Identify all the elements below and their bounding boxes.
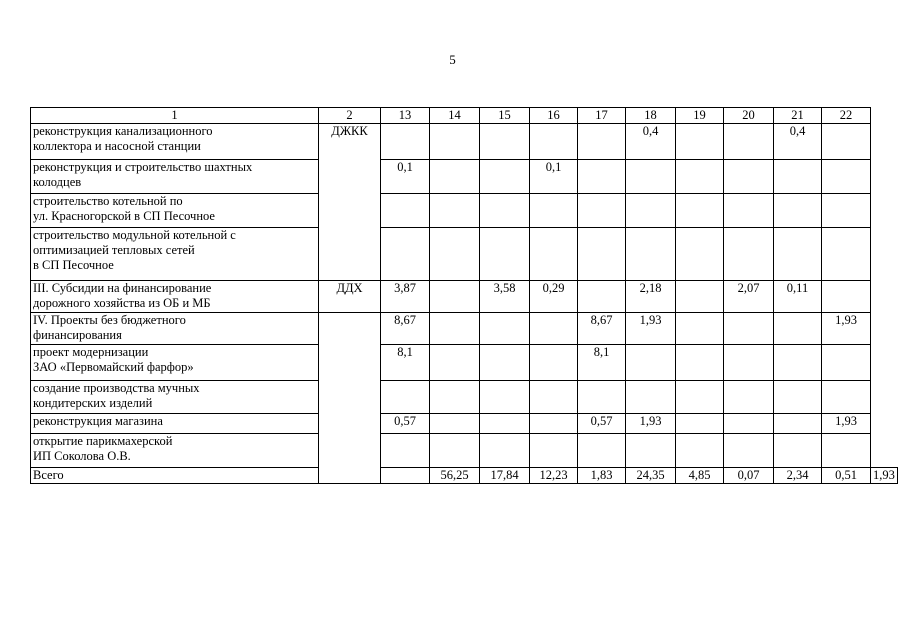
- value-cell: [578, 434, 626, 468]
- value-cell: 0,1: [381, 160, 430, 194]
- column-header: 17: [578, 108, 626, 124]
- value-cell: [774, 414, 822, 434]
- row-name-line: реконструкция канализационного: [33, 124, 213, 138]
- value-cell: 17,84: [480, 468, 530, 484]
- value-cell: [381, 194, 430, 228]
- row-name-line: ЗАО «Первомайский фарфор»: [33, 360, 194, 374]
- value-cell: [480, 345, 530, 381]
- value-cell: [676, 414, 724, 434]
- value-cell: [676, 345, 724, 381]
- value-cell: [430, 414, 480, 434]
- value-cell: [822, 228, 871, 281]
- column-header: 14: [430, 108, 480, 124]
- column-header: 15: [480, 108, 530, 124]
- row-name-line: ИП Соколова О.В.: [33, 449, 131, 463]
- value-cell: 1,93: [822, 313, 871, 345]
- value-cell: [530, 124, 578, 160]
- value-cell: [676, 281, 724, 313]
- value-cell: [381, 381, 430, 414]
- row-name: [31, 434, 319, 468]
- value-cell: [774, 345, 822, 381]
- value-cell: 0,1: [530, 160, 578, 194]
- row-name-line: реконструкция и строительство шахтных: [33, 160, 253, 174]
- row-name-line: строительство котельной по: [33, 194, 183, 208]
- value-cell: 2,34: [774, 468, 822, 484]
- value-cell: 2,18: [626, 281, 676, 313]
- value-cell: 8,67: [381, 313, 430, 345]
- row-name: [31, 381, 319, 414]
- value-cell: [724, 160, 774, 194]
- row-name-line: кондитерских изделий: [33, 396, 153, 410]
- value-cell: [480, 124, 530, 160]
- value-cell: [676, 381, 724, 414]
- value-cell: 1,93: [626, 414, 676, 434]
- value-cell: [381, 228, 430, 281]
- value-cell: [480, 434, 530, 468]
- row-name-line: в СП Песочное: [33, 258, 114, 272]
- value-cell: [626, 194, 676, 228]
- value-cell: [676, 434, 724, 468]
- value-cell: [774, 194, 822, 228]
- value-cell: [430, 345, 480, 381]
- value-cell: [676, 228, 724, 281]
- column-header: 16: [530, 108, 578, 124]
- value-cell: [530, 228, 578, 281]
- value-cell: [774, 313, 822, 345]
- value-cell: 12,23: [530, 468, 578, 484]
- value-cell: [578, 160, 626, 194]
- value-cell: [724, 228, 774, 281]
- value-cell: 24,35: [626, 468, 676, 484]
- column-header: 21: [774, 108, 822, 124]
- row-name-line: дорожного хозяйства из ОБ и МБ: [33, 296, 211, 310]
- value-cell: 0,51: [822, 468, 871, 484]
- row-name-line: IV. Проекты без бюджетного: [33, 313, 186, 327]
- value-cell: [822, 381, 871, 414]
- row-name-line: реконструкция магазина: [33, 414, 163, 428]
- value-cell: [578, 124, 626, 160]
- department-code: ДДХ: [319, 281, 381, 313]
- value-cell: [530, 434, 578, 468]
- data-table: [30, 107, 898, 484]
- row-name-line: создание производства мучных: [33, 381, 200, 395]
- value-cell: [480, 194, 530, 228]
- row-name-line: коллектора и насосной станции: [33, 139, 201, 153]
- value-cell: [724, 124, 774, 160]
- row-name: [31, 194, 319, 228]
- row-name-line: Всего: [33, 468, 64, 482]
- row-name-line: колодцев: [33, 175, 82, 189]
- value-cell: [774, 381, 822, 414]
- value-cell: 8,67: [578, 313, 626, 345]
- value-cell: [480, 313, 530, 345]
- value-cell: [626, 345, 676, 381]
- column-header: 18: [626, 108, 676, 124]
- table-row: [31, 434, 898, 468]
- row-name-line: проект модернизации: [33, 345, 149, 359]
- value-cell: [822, 194, 871, 228]
- value-cell: [430, 124, 480, 160]
- row-name: [31, 414, 319, 434]
- table-row: [31, 160, 898, 194]
- table-row: [31, 124, 898, 160]
- value-cell: [530, 345, 578, 381]
- value-cell: [480, 160, 530, 194]
- value-cell: 0,4: [626, 124, 676, 160]
- value-cell: [530, 194, 578, 228]
- value-cell: [530, 414, 578, 434]
- value-cell: [430, 160, 480, 194]
- value-cell: 8,1: [381, 345, 430, 381]
- value-cell: [822, 281, 871, 313]
- value-cell: 1,93: [822, 414, 871, 434]
- value-cell: 0,57: [578, 414, 626, 434]
- value-cell: [430, 434, 480, 468]
- value-cell: 0,29: [530, 281, 578, 313]
- value-cell: [430, 228, 480, 281]
- value-cell: [480, 381, 530, 414]
- department-code: ДЖКК: [319, 124, 381, 281]
- value-cell: 1,93: [626, 313, 676, 345]
- value-cell: [676, 160, 724, 194]
- page-number: 5: [449, 52, 456, 67]
- value-cell: [530, 313, 578, 345]
- header-row: [31, 108, 898, 124]
- value-cell: 1,83: [578, 468, 626, 484]
- column-header: 2: [319, 108, 381, 124]
- row-name: [31, 160, 319, 194]
- column-header: 1: [31, 108, 319, 124]
- value-cell: [578, 228, 626, 281]
- row-name-line: финансирования: [33, 328, 122, 342]
- value-cell: [578, 381, 626, 414]
- table-row: [31, 194, 898, 228]
- table-row: [31, 468, 898, 484]
- value-cell: [626, 160, 676, 194]
- row-name: [31, 313, 319, 345]
- value-cell: 8,1: [578, 345, 626, 381]
- table-row: [31, 414, 898, 434]
- value-cell: [774, 160, 822, 194]
- value-cell: 56,25: [430, 468, 480, 484]
- value-cell: [430, 381, 480, 414]
- value-cell: [822, 160, 871, 194]
- value-cell: 1,93: [871, 468, 898, 484]
- value-cell: 3,87: [381, 281, 430, 313]
- row-name: [31, 345, 319, 381]
- row-name: [31, 468, 319, 484]
- row-name-line: ул. Красногорской в СП Песочное: [33, 209, 215, 223]
- value-cell: [676, 194, 724, 228]
- value-cell: [430, 313, 480, 345]
- value-cell: [381, 124, 430, 160]
- row-name-line: строительство модульной котельной с: [33, 228, 236, 242]
- value-cell: [381, 434, 430, 468]
- value-cell: 2,07: [724, 281, 774, 313]
- value-cell: 0,11: [774, 281, 822, 313]
- value-cell: 4,85: [676, 468, 724, 484]
- value-cell: [724, 414, 774, 434]
- value-cell: [430, 194, 480, 228]
- row-name-line: оптимизацией тепловых сетей: [33, 243, 195, 257]
- value-cell: [724, 434, 774, 468]
- row-name: [31, 228, 319, 281]
- value-cell: [626, 434, 676, 468]
- column-header: 22: [822, 108, 871, 124]
- value-cell: [724, 313, 774, 345]
- table-row: [31, 281, 898, 313]
- department-code: [381, 468, 430, 484]
- value-cell: [822, 345, 871, 381]
- table-row: [31, 313, 898, 345]
- department-code: [319, 313, 381, 484]
- value-cell: [480, 228, 530, 281]
- value-cell: [578, 281, 626, 313]
- row-name: [31, 281, 319, 313]
- value-cell: 0,07: [724, 468, 774, 484]
- table-row: [31, 228, 898, 281]
- table-row: [31, 345, 898, 381]
- value-cell: [676, 313, 724, 345]
- row-name: [31, 124, 319, 160]
- value-cell: [774, 434, 822, 468]
- value-cell: 0,4: [774, 124, 822, 160]
- column-header: 19: [676, 108, 724, 124]
- value-cell: [724, 194, 774, 228]
- column-header: 20: [724, 108, 774, 124]
- value-cell: [578, 194, 626, 228]
- table-row: [31, 381, 898, 414]
- value-cell: [430, 281, 480, 313]
- row-name-line: III. Субсидии на финансирование: [33, 281, 212, 295]
- value-cell: [530, 381, 578, 414]
- value-cell: [626, 381, 676, 414]
- row-name-line: открытие парикмахерской: [33, 434, 173, 448]
- value-cell: [822, 124, 871, 160]
- value-cell: 0,57: [381, 414, 430, 434]
- value-cell: [480, 414, 530, 434]
- value-cell: [822, 434, 871, 468]
- value-cell: [676, 124, 724, 160]
- value-cell: [724, 381, 774, 414]
- value-cell: 3,58: [480, 281, 530, 313]
- value-cell: [774, 228, 822, 281]
- value-cell: [626, 228, 676, 281]
- value-cell: [724, 345, 774, 381]
- column-header: 13: [381, 108, 430, 124]
